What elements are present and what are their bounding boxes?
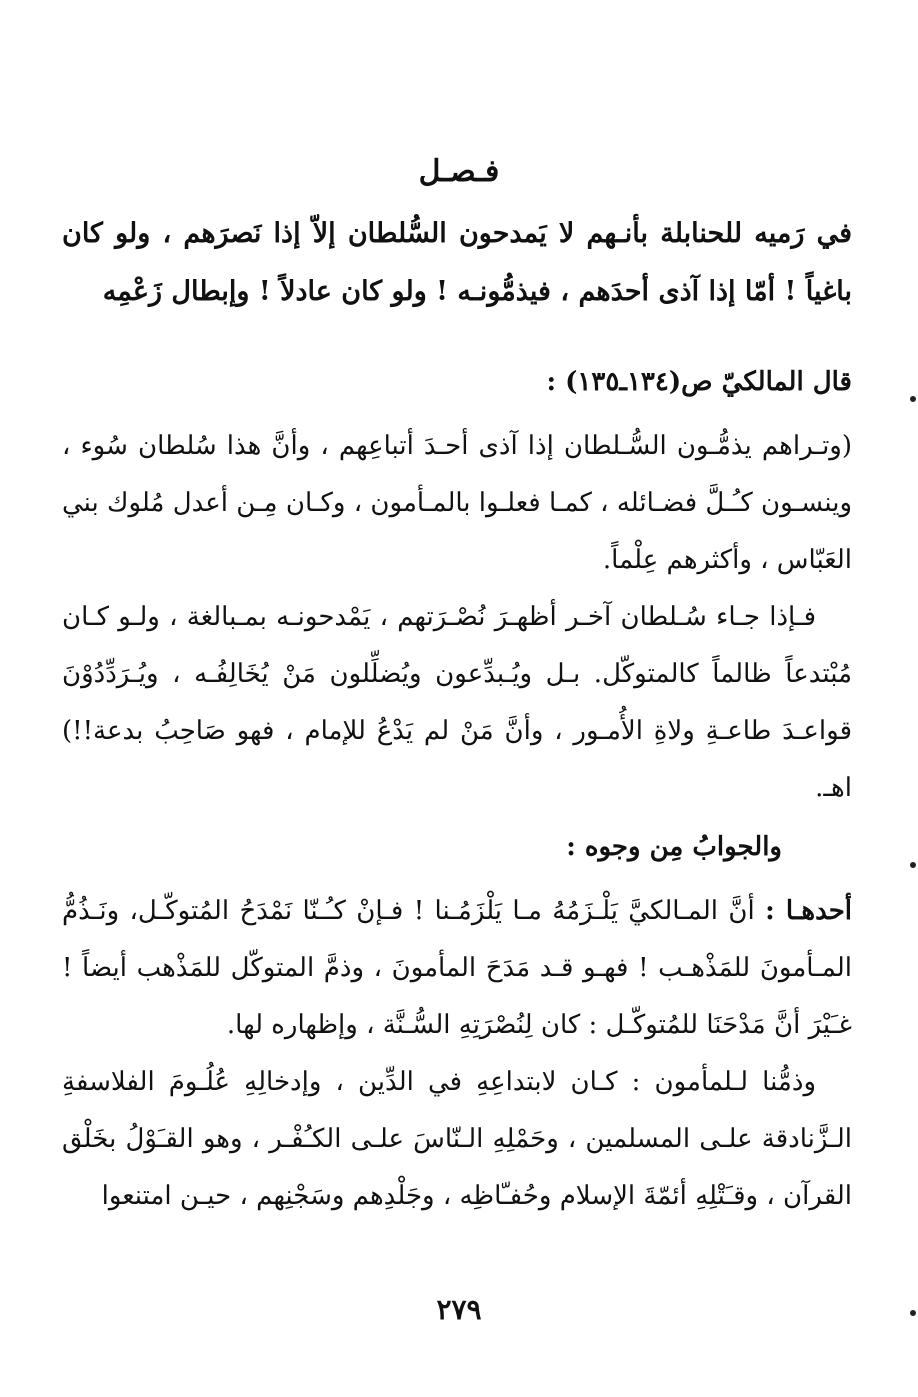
quoted-passage xyxy=(62,418,852,817)
answer-body xyxy=(62,883,852,1225)
margin-mark xyxy=(910,396,916,402)
quote-paragraph-1: (وتـراهم يذمُّـون السُّـلطان إذا آذى أحـدَ أتباعِهم ، وأنَّ هذا سُلطان سُوء ، وينسـون كـُـلَّ فضـائله ، كمـا فعلـوا بالمـأمون ، وكـان مِـن أعدل مُلوك بني العَبّاس ، وأكثرهم عِلْماً. xyxy=(62,431,852,575)
margin-mark xyxy=(910,1310,916,1316)
quote-paragraph-2: فـإذا جـاء سُـلطان آخـر أظهـرَ نُصْـرَتهم ، يَمْدحونـه بمـبالغة ، ولـو كـان مُبْتدعاً ظالماً كالمتوكّل. بـل ويُـبدِّعون ويُضلِّلون مَنْ يُخَالِفُـه ، ويُـرَدِّدُوْنَ قواعـدَ طاعـةِ ولاةِ الأُمـور ، وأنَّ مَنْ لم يَدْعُ للإمام ، فهو صَاحِبُ بدعة!!) اهـ. xyxy=(62,602,852,803)
chapter-heading: في رَميه للحنابلة بأنـهم لا يَمدحون السُّلطان إلاّ إذا نَصرَهم ، ولو كان باغياً ! أمّا إذا آذى أحدَهم ، فيذمُّونـه ! ولو كان عادلاً ! وإبطال زَعْمِه xyxy=(62,218,852,307)
page-number: ٢٧٩ xyxy=(436,1293,482,1326)
margin-mark xyxy=(910,862,916,868)
section-title: فـصـل xyxy=(418,154,500,189)
citation-line: قال المالكيّ ص(١٣٤ـ١٣٥) : xyxy=(546,367,852,397)
answer-paragraph-1 xyxy=(62,883,852,1054)
answer-intro: والجوابُ مِن وجوه : xyxy=(566,832,782,862)
first-point-body: أنَّ المـالكيَّ يَلْـزَمُهُ مـا يَلْزَمُـنا ! فـإنْ كـُـنّا نَمْدَحُ المُتوكّـل، ونَـذُمُّ المـأمونَ للمَذْهـب ! فهـو قـد مَدَحَ المأمونَ ، وذمَّ المتوكّل للمَذْهب أيضاً ! غـَيْرَ أنَّ مَدْحَنَا للمُتوكّـل : كان لِنُصْرَتِهِ السُّـنَّة ، وإظهاره لها. xyxy=(62,896,852,1040)
first-point-lead: أحدهـا : xyxy=(765,896,853,926)
answer-paragraph-2: وذمُّنا لـلمأمون : كـان لابتداعِهِ في الدِّين ، وإدخالِهِ عُلُـومَ الفلاسفةِ الـزَّنادقة علـى المسلمين ، وحَمْلِهِ الـنّاسَ علـى الكـُفْـر ، وهو القـَوْلُ بخَلْق القرآن ، وقـَتْلِهِ أئمّةَ الإسلام وحُفـّاظِه ، وجَلْدِهم وسَجْنِهم ، حيـن امتنعوا xyxy=(62,1067,852,1211)
